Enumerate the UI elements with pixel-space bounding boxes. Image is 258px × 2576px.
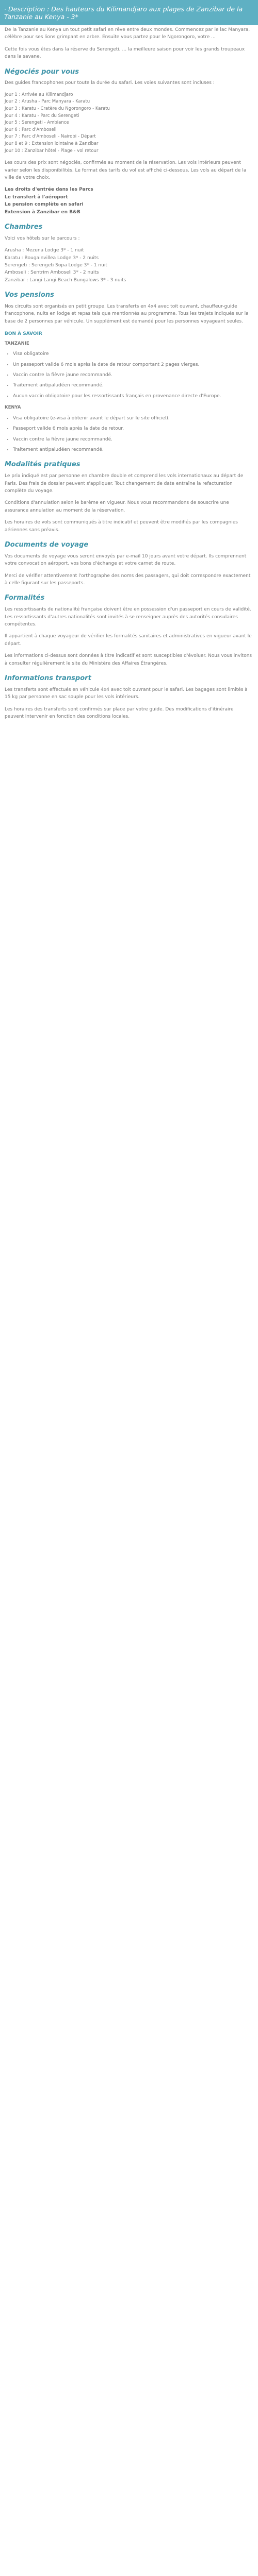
section-title-modalites: Modalités pratiques bbox=[5, 461, 80, 469]
list-item: • Un passeport valide 6 mois après la date de retour comportant 2 pages vierges. bbox=[13, 361, 253, 368]
list-item: • Vaccin contre la fièvre jaune recommandé. bbox=[13, 371, 253, 379]
list-item: • Visa obligatoire bbox=[13, 350, 253, 358]
negocie-notes bbox=[5, 186, 253, 216]
itinerary-day: Jour 10 : Zanzibar hôtel - Plage - vol retour bbox=[5, 148, 99, 154]
pensions-text: Nos circuits sont organisés en petit groupe. Les transferts en 4x4 avec toit ouvrant, chauffeur-guide francophone, nuits en lodge et repas tels que mentionnés au programme. Tous les trajets indiqués sur la base de 2 personnes par véhicule. Un supplément est demandé pour les personnes voyageant seules. bbox=[5, 304, 249, 324]
section-title-pensions: Vos pensions bbox=[5, 291, 54, 299]
bon-list bbox=[5, 350, 253, 400]
negocie-outro: Les cours des prix sont négociés, confirmés au moment de la réservation. Les vols intérieurs peuvent varier selon les disponibilités. Le format des tarifs du vol est affiché ci-dessous. Les vols au départ de la ville de votre choix. bbox=[5, 160, 247, 180]
note: Extension à Zanzibar en B&B bbox=[5, 209, 80, 215]
hotel-item: Zanzibar : Langi Langi Beach Bungalows 3* - 3 nuits bbox=[5, 277, 126, 283]
documents-text: Merci de vérifier attentivement l'orthographe des noms des passagers, qui doit correspondre exactement à celle figurant sur les passeports. bbox=[5, 573, 251, 586]
section-title-bon-a-savoir: BON À SAVOIR bbox=[5, 331, 42, 337]
section-title-documents: Documents de voyage bbox=[5, 540, 89, 549]
section-title-negocie: Négociés pour vous bbox=[5, 67, 79, 76]
list-item: • Visa obligatoire (e-visa à obtenir avant le départ sur le site officiel). bbox=[13, 415, 253, 422]
negocie-intro: Des guides francophones pour toute la durée du safari. Les voies suivantes sont incluses : bbox=[5, 80, 215, 86]
hotel-item: Serengeti : Serengeti Sopa Lodge 3* - 1 nuit bbox=[5, 262, 107, 268]
list-item: • Traitement antipaludéen recommandé. bbox=[13, 382, 253, 389]
list-item: • Aucun vaccin obligatoire pour les ressortissants français en provenance directe d'Europe. bbox=[13, 393, 253, 400]
note: Le pension complète en safari bbox=[5, 202, 84, 208]
list-item: • Passeport valide 6 mois après la date de retour. bbox=[13, 425, 253, 432]
modalites-text: Le prix indiqué est par personne en chambre double et comprend les vols internationaux au départ de Paris. Des frais de dossier peuvent s'appliquer. Tout changement de date entraîne la refacturation complète du voyage. bbox=[5, 473, 244, 494]
note: Le transfert à l'aéroport bbox=[5, 194, 68, 200]
informations-text: Les transferts sont effectués en véhicule 4x4 avec toit ouvrant pour le safari. Les bagages sont limités à 15 kg par personne en sac souple pour les vols intérieurs. bbox=[5, 687, 248, 700]
itinerary-day: Jour 5 : Serengeti - Ambiance bbox=[5, 120, 69, 126]
itinerary-day: Jour 6 : Parc d'Amboseli bbox=[5, 127, 57, 132]
hotel-list bbox=[5, 247, 253, 284]
intro-text: Cette fois vous êtes dans la réserve du Serengeti, ... la meilleure saison pour voir les grands troupeaux dans la savane. bbox=[5, 46, 245, 60]
documents-text: Vos documents de voyage vous seront envoyés par e-mail 10 jours avant votre départ. Ils comprennent votre convocation aéroport, vos bons d'échange et votre carnet de route. bbox=[5, 553, 247, 567]
itinerary-day: Jour 1 : Arrivée au Kilimandjaro bbox=[5, 92, 73, 97]
formalites-text: Les informations ci-dessus sont données à titre indicatif et sont susceptibles d'évoluer. Nous vous invitons à consulter régulièrement le site du Ministère des Affaires Étrangères. bbox=[5, 653, 252, 666]
kenya-list bbox=[5, 415, 253, 454]
itinerary-list bbox=[5, 92, 253, 155]
chambres-intro: Voici vos hôtels sur le parcours : bbox=[5, 235, 80, 241]
modalites-text: Conditions d'annulation selon le barème en vigueur. Nous vous recommandons de souscrire une assurance annulation au moment de la réservation. bbox=[5, 500, 229, 513]
hotel-item: Arusha : Mezuna Lodge 3* - 1 nuit bbox=[5, 248, 84, 253]
note: Les droits d'entrée dans les Parcs bbox=[5, 187, 93, 193]
informations-text: Les horaires des transferts sont confirmés sur place par votre guide. Des modifications d'itinéraire peuvent intervenir en fonction des conditions locales. bbox=[5, 706, 234, 720]
itinerary-day: Jour 8 et 9 : Extension lointaine à Zanzibar bbox=[5, 141, 99, 146]
section-title-formalites: Formalités bbox=[5, 594, 45, 602]
main-content bbox=[0, 25, 258, 729]
intro-text: De la Tanzanie au Kenya un tout petit safari en rêve entre deux mondes. Commencez par le lac Manyara, célèbre pour ses lions grimpant en arbre. Ensuite vous partez pour le Ngorongoro, votre ... bbox=[5, 27, 250, 40]
formalites-text: Les ressortissants de nationalité française doivent être en possession d'un passeport en cours de validité. Les ressortissants d'autres nationalités sont invités à se renseigner auprès des autorités consulaires compétentes. bbox=[5, 607, 251, 628]
country-label-kenya: KENYA bbox=[5, 405, 21, 411]
itinerary-day: Jour 7 : Parc d'Amboseli - Nairobi - Départ bbox=[5, 134, 96, 140]
page-banner: · Description : Des hauteurs du Kilimandjaro aux plages de Zanzibar de la Tanzanie au Kenya - 3* bbox=[0, 0, 258, 25]
itinerary-day: Jour 4 : Karatu - Parc du Serengeti bbox=[5, 113, 79, 118]
country-label: TANZANIE bbox=[5, 341, 29, 346]
formalites-text: Il appartient à chaque voyageur de vérifier les formalités sanitaires et administratives en vigueur avant le départ. bbox=[5, 634, 252, 647]
itinerary-day: Jour 2 : Arusha - Parc Manyara - Karatu bbox=[5, 99, 90, 105]
list-item: • Vaccin contre la fièvre jaune recommandé. bbox=[13, 436, 253, 443]
hotel-item: Karatu : Bougainvillea Lodge 3* - 2 nuits bbox=[5, 255, 99, 261]
list-item: • Traitement antipaludéen recommandé. bbox=[13, 446, 253, 453]
section-title-chambres: Chambres bbox=[5, 223, 43, 231]
modalites-text: Les horaires de vols sont communiqués à titre indicatif et peuvent être modifiés par les compagnies aériennes sans préavis. bbox=[5, 520, 238, 533]
section-title-informations: Informations transport bbox=[5, 674, 91, 683]
itinerary-day: Jour 3 : Karatu - Cratère du Ngorongoro - Karatu bbox=[5, 106, 110, 112]
hotel-item: Amboseli : Sentrim Amboseli 3* - 2 nuits bbox=[5, 270, 99, 276]
